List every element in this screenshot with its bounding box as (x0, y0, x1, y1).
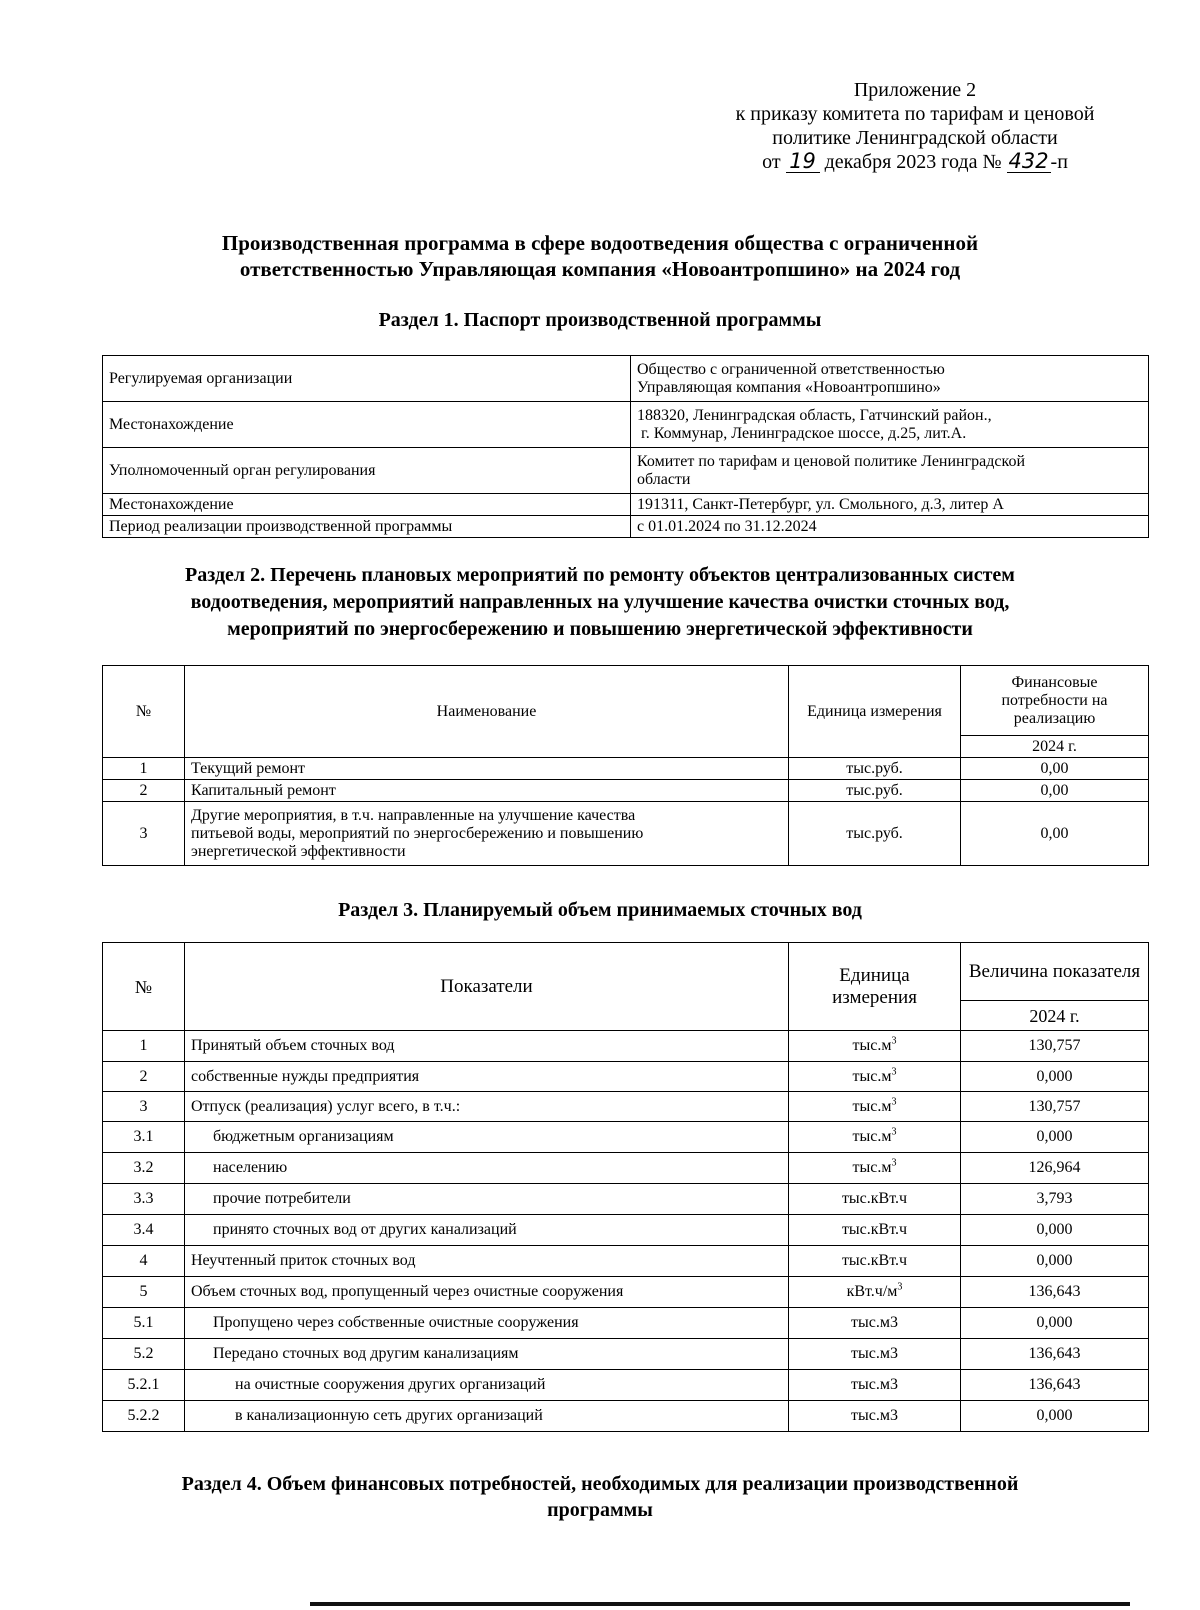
passport-value: 188320, Ленинградская область, Гатчинский район., г. Коммунар, Ленинградское шоссе, д.25, лит.А. (631, 402, 1149, 448)
row-value: 0,00 (961, 758, 1149, 780)
row-no: 3 (103, 802, 185, 866)
row-indicator: Объем сточных вод, пропущенный через очистные сооружения (185, 1277, 789, 1308)
header-year: 2024 г. (961, 736, 1149, 758)
row-value: 3,793 (961, 1184, 1149, 1215)
row-unit-text: тыс.м3 (851, 1407, 898, 1424)
table-row (103, 1092, 1149, 1122)
row-no: 2 (103, 780, 185, 802)
row-unit (789, 1184, 961, 1215)
header-no: № (103, 943, 185, 1031)
row-name: Другие мероприятия, в т.ч. направленные на улучшение качества питьевой воды, мероприятий по энергосбережению и повышению энергетической эффективности (185, 802, 789, 866)
document-title (100, 230, 1100, 282)
passport-label: Местонахождение (103, 494, 631, 516)
passport-label: Регулируемая организации (103, 356, 631, 402)
row-value: 0,00 (961, 802, 1149, 866)
row-name: Капитальный ремонт (185, 780, 789, 802)
row-indicator: Отпуск (реализация) услуг всего, в т.ч.: (185, 1092, 789, 1122)
row-unit-text: тыс.м (852, 1037, 892, 1054)
passport-value: Общество с ограниченной ответственностью Управляющая компания «Новоантропшино» (631, 356, 1149, 402)
header-value: Величина показателя (961, 943, 1149, 1001)
row-value: 126,964 (961, 1153, 1149, 1184)
table-row (103, 516, 1149, 538)
row-indicator: в канализационную сеть других организаций (185, 1401, 789, 1432)
row-unit-text: тыс.м (852, 1097, 892, 1115)
row-unit-superscript: 3 (891, 1157, 897, 1169)
row-unit-superscript: 3 (891, 1066, 897, 1078)
table-row (103, 1401, 1149, 1432)
row-indicator: Неучтенный приток сточных вод (185, 1246, 789, 1277)
row-unit-text: кВт.ч/м (846, 1283, 898, 1300)
row-value: 0,000 (961, 1401, 1149, 1432)
row-value: 0,00 (961, 780, 1149, 802)
row-value: 136,643 (961, 1277, 1149, 1308)
table-row (103, 802, 1149, 866)
row-unit-superscript: 3 (891, 1035, 897, 1047)
wastewater-volume-table (102, 942, 1149, 1432)
document-title-line-1: Производственная программа в сфере водоотведения общества с ограниченной (221, 231, 979, 255)
table-row (103, 402, 1149, 448)
row-unit (789, 1401, 961, 1432)
row-unit (789, 1031, 961, 1062)
row-unit (789, 1370, 961, 1401)
row-unit (789, 1339, 961, 1370)
row-unit-text: тыс.кВт.ч (841, 1252, 908, 1269)
row-value: 0,000 (961, 1215, 1149, 1246)
row-indicator: принято сточных вод от других канализаций (185, 1215, 789, 1246)
row-no: 1 (103, 758, 185, 780)
handwritten-day: 19 (786, 151, 820, 173)
table-row (103, 1370, 1149, 1401)
table-header-row (103, 666, 1149, 736)
row-unit (789, 1153, 961, 1184)
table-row (103, 780, 1149, 802)
row-no: 3.2 (103, 1153, 185, 1184)
table-row (103, 494, 1149, 516)
row-unit-superscript: 3 (891, 1126, 897, 1138)
row-indicator: собственные нужды предприятия (185, 1062, 789, 1092)
row-unit-text: тыс.м (852, 1067, 892, 1085)
table-row (103, 758, 1149, 780)
row-no: 5.2.2 (103, 1401, 185, 1432)
table-row (103, 448, 1149, 494)
passport-label: Период реализации производственной программы (103, 516, 631, 538)
row-unit-text: тыс.м (852, 1128, 892, 1145)
passport-label: Уполномоченный орган регулирования (103, 448, 631, 494)
row-no: 5.1 (103, 1308, 185, 1339)
row-no: 4 (103, 1246, 185, 1277)
row-no: 5 (103, 1277, 185, 1308)
row-name: Текущий ремонт (185, 758, 789, 780)
table-row (103, 1122, 1149, 1153)
row-indicator: населению (185, 1153, 789, 1184)
header-unit: Единица измерения (789, 666, 961, 758)
row-no: 1 (103, 1031, 185, 1062)
header-year: 2024 г. (961, 1001, 1149, 1031)
table-row (103, 1246, 1149, 1277)
row-unit-superscript: 3 (897, 1281, 903, 1293)
section-4-heading: Раздел 4. Объем финансовых потребностей, необходимых для реализации производственной программы (181, 1473, 1019, 1521)
row-value: 136,643 (961, 1339, 1149, 1370)
row-indicator: бюджетным организациям (185, 1122, 789, 1153)
table-header-row (103, 943, 1149, 1001)
appendix-date-line (690, 150, 1140, 174)
header-no: № (103, 666, 185, 758)
row-no: 3.3 (103, 1184, 185, 1215)
row-unit (789, 1215, 961, 1246)
row-indicator: Принятый объем сточных вод (185, 1031, 789, 1062)
row-unit-text: тыс.м (852, 1159, 892, 1176)
measures-table (102, 665, 1149, 866)
row-unit-text: тыс.м3 (851, 1345, 898, 1362)
row-unit (789, 1092, 961, 1122)
appendix-title: Приложение 2 (853, 79, 977, 101)
row-unit: тыс.руб. (789, 802, 961, 866)
row-unit (789, 1062, 961, 1092)
row-indicator: прочие потребители (185, 1184, 789, 1215)
row-no: 3 (103, 1092, 185, 1122)
header-indicators: Показатели (185, 943, 789, 1031)
table-row (103, 356, 1149, 402)
order-suffix: -п (1050, 151, 1068, 173)
section-1-heading: Раздел 1. Паспорт производственной программы (378, 309, 822, 331)
row-unit (789, 1308, 961, 1339)
passport-table (102, 355, 1149, 538)
header-unit: Единица измерения (789, 943, 961, 1031)
appendix-committee: политике Ленинградской области (772, 127, 1058, 149)
row-value: 0,000 (961, 1122, 1149, 1153)
document-title-line-2: ответственностью Управляющая компания «Новоантропшино» на 2024 год (239, 257, 961, 281)
row-value: 136,643 (961, 1370, 1149, 1401)
row-value: 0,000 (961, 1062, 1149, 1092)
row-unit: тыс.руб. (789, 758, 961, 780)
table-row (103, 1308, 1149, 1339)
row-indicator: Пропущено через собственные очистные сооружения (185, 1308, 789, 1339)
table-row (103, 1215, 1149, 1246)
row-unit-text: тыс.м3 (851, 1314, 898, 1331)
table-row (103, 1031, 1149, 1062)
row-unit-text: тыс.кВт.ч (841, 1190, 908, 1207)
row-unit: тыс.руб. (789, 780, 961, 802)
row-indicator: на очистные сооружения других организаций (185, 1370, 789, 1401)
row-unit-text: тыс.м3 (851, 1376, 898, 1393)
wastewater-table-body (103, 1031, 1149, 1432)
row-value: 130,757 (961, 1031, 1149, 1062)
row-unit (789, 1277, 961, 1308)
section-3-heading: Раздел 3. Планируемый объем принимаемых сточных вод (338, 899, 862, 921)
table-row (103, 1153, 1149, 1184)
row-indicator: Передано сточных вод другим канализациям (185, 1339, 789, 1370)
section-2-heading: Раздел 2. Перечень плановых мероприятий по ремонту объектов централизованных систем водоотведения, мероприятий направленных на улучшение качества очистки сточных вод, мероприятий по энергосбережению и повышению энергетической эффективности (185, 564, 1015, 640)
row-unit (789, 1246, 961, 1277)
passport-value: 191311, Санкт-Петербург, ул. Смольного, д.3, литер А (631, 494, 1149, 516)
passport-value: Комитет по тарифам и ценовой политике Ленинградской области (631, 448, 1149, 494)
row-value: 0,000 (961, 1246, 1149, 1277)
date-prefix: от (762, 151, 781, 173)
row-no: 2 (103, 1062, 185, 1092)
appendix-header (690, 78, 1140, 174)
table-row (103, 1184, 1149, 1215)
row-value: 0,000 (961, 1308, 1149, 1339)
row-no: 5.2.1 (103, 1370, 185, 1401)
table-row (103, 1277, 1149, 1308)
table-row (103, 1062, 1149, 1092)
row-value: 130,757 (961, 1092, 1149, 1122)
appendix-order-ref: к приказу комитета по тарифам и ценовой (735, 103, 1095, 125)
passport-label: Местонахождение (103, 402, 631, 448)
row-no: 3.1 (103, 1122, 185, 1153)
row-no: 3.4 (103, 1215, 185, 1246)
passport-value: с 01.01.2024 по 31.12.2024 (631, 516, 1149, 538)
page-bottom-rule (310, 1602, 1130, 1606)
date-month-year: декабря 2023 года № (824, 151, 1002, 173)
table-row (103, 1339, 1149, 1370)
handwritten-order-number: 432 (1008, 149, 1049, 173)
row-no: 5.2 (103, 1339, 185, 1370)
row-unit (789, 1122, 961, 1153)
row-unit-superscript: 3 (891, 1096, 897, 1108)
header-name: Наименование (185, 666, 789, 758)
header-financial-needs: Финансовые потребности на реализацию (961, 666, 1149, 736)
row-unit-text: тыс.кВт.ч (841, 1221, 908, 1238)
